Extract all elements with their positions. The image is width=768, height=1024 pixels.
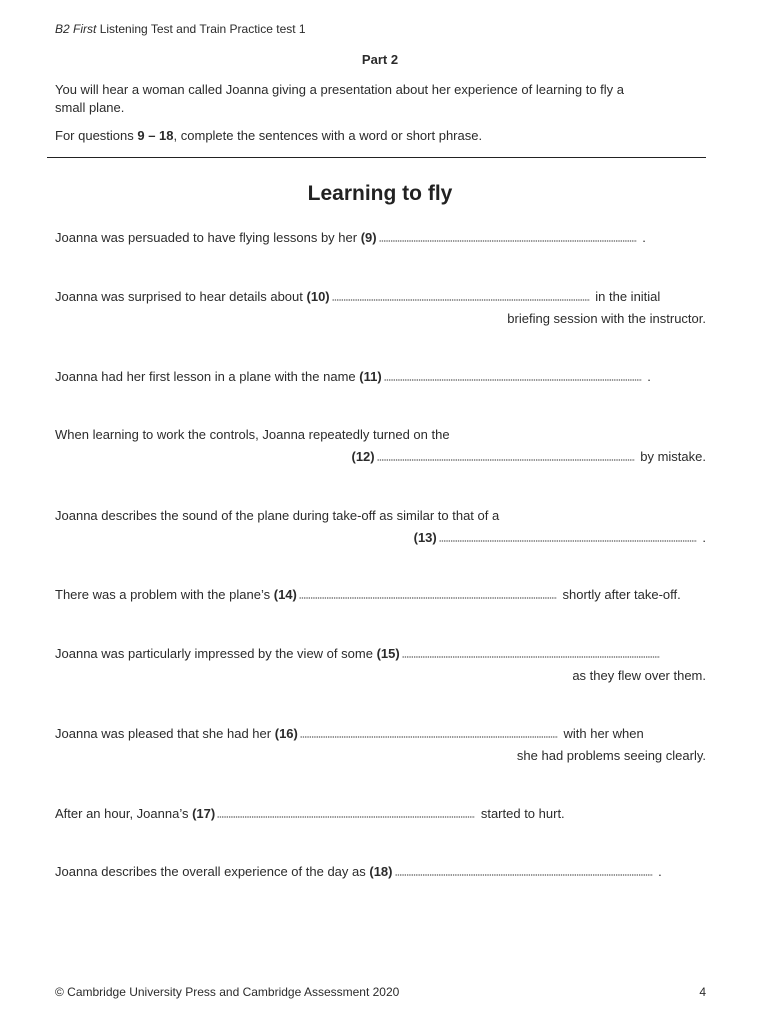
question-text: Joanna was pleased that she had her (55, 726, 272, 741)
question-number: (14) (273, 587, 297, 602)
question-16 (55, 723, 706, 767)
question-number: (18) (369, 864, 393, 879)
question-number: (16) (274, 726, 298, 741)
question-text: Joanna was persuaded to have flying lessons by her (55, 230, 358, 245)
question-17 (55, 803, 706, 825)
question-text-after: . (647, 369, 651, 384)
question-number: (17) (192, 806, 216, 821)
answer-blank[interactable] (384, 371, 642, 381)
answer-blank[interactable] (217, 808, 475, 818)
question-number: (15) (376, 646, 400, 661)
part-label: Part 2 (361, 52, 399, 67)
question-18 (55, 861, 706, 883)
question-13 (55, 505, 706, 549)
question-text-after: started to hurt. (480, 806, 565, 821)
header-subtitle: Listening Test and Train Practice test 1 (99, 22, 306, 36)
answer-blank[interactable] (332, 291, 590, 301)
question-10 (55, 286, 706, 330)
intro-text: You will hear a woman called Joanna giving a presentation about her experience of learning to fly a small plane. (55, 82, 624, 115)
question-number: (9) (360, 230, 377, 245)
question-12 (55, 424, 706, 468)
question-text-after: . (702, 530, 706, 545)
question-text-continued: briefing session with the instructor. (507, 311, 706, 326)
question-number: (13) (413, 530, 437, 545)
page-header (55, 22, 306, 36)
question-number: (12) (351, 449, 375, 464)
question-text: After an hour, Joanna’s (55, 806, 189, 821)
question-text: Joanna was particularly impressed by the view of some (55, 646, 373, 661)
answer-blank[interactable] (300, 728, 558, 738)
question-text-after: with her when (563, 726, 644, 741)
instructions-post: , complete the sentences with a word or short phrase. (173, 128, 483, 143)
answer-blank[interactable] (395, 866, 653, 876)
answer-blank[interactable] (439, 532, 697, 542)
question-number: (10) (306, 289, 330, 304)
question-text: Joanna had her first lesson in a plane with the name (55, 369, 356, 384)
question-14 (55, 584, 706, 606)
instructions-pre: For questions (55, 128, 138, 143)
question-text: There was a problem with the plane’s (55, 587, 271, 602)
answer-blank[interactable] (379, 232, 637, 242)
question-15 (55, 643, 706, 687)
question-range: 9 – 18 (137, 128, 174, 143)
question-text-after: by mistake. (640, 449, 706, 464)
answer-blank[interactable] (299, 589, 557, 599)
header-series: B2 First (55, 22, 97, 36)
footer-copyright: © Cambridge University Press and Cambridge Assessment 2020 (55, 985, 400, 999)
answer-blank[interactable] (402, 648, 660, 658)
question-number: (11) (359, 369, 382, 384)
question-text: Joanna describes the overall experience of the day as (55, 864, 366, 879)
question-11 (55, 366, 706, 388)
answer-blank[interactable] (377, 451, 635, 461)
question-text: Joanna describes the sound of the plane during take-off as similar to that of a (55, 508, 500, 523)
page-number: 4 (699, 985, 706, 999)
question-text-after: as they flew over them. (572, 668, 706, 683)
question-text-after: . (658, 864, 662, 879)
page-title: Learning to fly (307, 182, 453, 205)
question-text-continued: she had problems seeing clearly. (516, 748, 706, 763)
question-text-after: shortly after take-off. (562, 587, 681, 602)
divider (47, 157, 706, 158)
question-text-after: in the initial (595, 289, 661, 304)
question-text: Joanna was surprised to hear details about (55, 289, 303, 304)
instructions (55, 128, 705, 143)
question-9 (55, 227, 706, 249)
question-text-after: . (642, 230, 646, 245)
question-text: When learning to work the controls, Joanna repeatedly turned on the (55, 427, 450, 442)
